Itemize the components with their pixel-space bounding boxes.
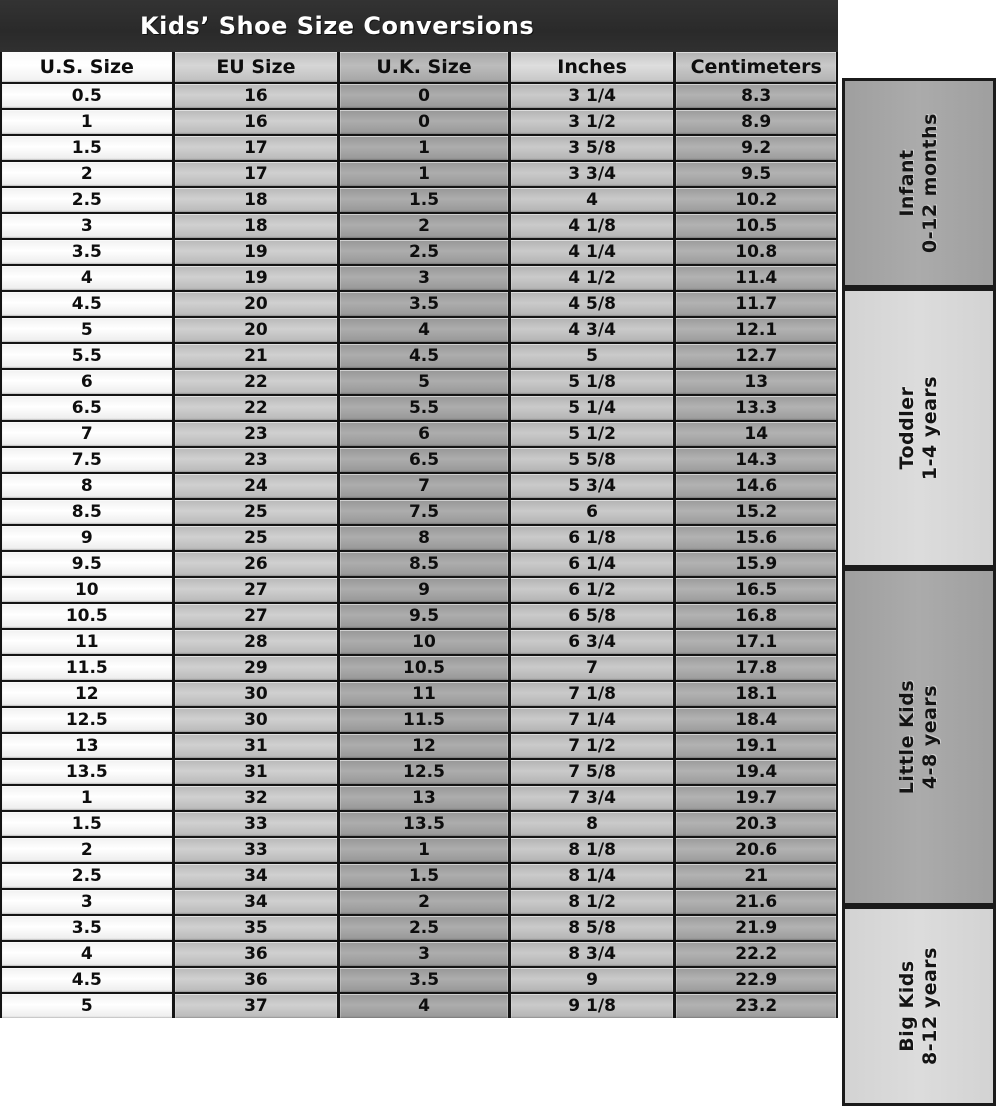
- cell-inches: 5 3/4: [508, 474, 674, 498]
- cell-eu: 37: [172, 994, 338, 1018]
- table-body: [2, 82, 836, 1018]
- cell-eu: 20: [172, 318, 338, 342]
- table-row: [2, 810, 836, 836]
- cell-eu: 18: [172, 188, 338, 212]
- cell-uk: 1: [337, 136, 508, 160]
- cell-inches: 4 1/2: [508, 266, 674, 290]
- table-row: [2, 732, 836, 758]
- cell-us: 3: [2, 214, 172, 238]
- table-row: [2, 316, 836, 342]
- table-row: [2, 758, 836, 784]
- cell-eu: 23: [172, 448, 338, 472]
- cell-eu: 35: [172, 916, 338, 940]
- cell-eu: 20: [172, 292, 338, 316]
- cell-inches: 7 5/8: [508, 760, 674, 784]
- cell-eu: 19: [172, 240, 338, 264]
- cell-cm: 18.4: [673, 708, 836, 732]
- cell-eu: 36: [172, 968, 338, 992]
- table-row: [2, 446, 836, 472]
- cell-uk: 7.5: [337, 500, 508, 524]
- cell-inches: 6 5/8: [508, 604, 674, 628]
- cell-uk: 1: [337, 162, 508, 186]
- cell-uk: 6.5: [337, 448, 508, 472]
- cell-inches: 8 3/4: [508, 942, 674, 966]
- cell-inches: 5 1/8: [508, 370, 674, 394]
- cell-cm: 19.7: [673, 786, 836, 810]
- cell-cm: 21.9: [673, 916, 836, 940]
- cell-us: 13: [2, 734, 172, 758]
- cell-eu: 27: [172, 604, 338, 628]
- table-row: [2, 940, 836, 966]
- cell-eu: 27: [172, 578, 338, 602]
- cell-uk: 12.5: [337, 760, 508, 784]
- cell-us: 4.5: [2, 292, 172, 316]
- cell-us: 11.5: [2, 656, 172, 680]
- cell-inches: 6 1/8: [508, 526, 674, 550]
- cell-uk: 4: [337, 994, 508, 1018]
- cell-inches: 6: [508, 500, 674, 524]
- cell-eu: 28: [172, 630, 338, 654]
- cell-uk: 9.5: [337, 604, 508, 628]
- cell-uk: 11: [337, 682, 508, 706]
- table-row: [2, 706, 836, 732]
- cell-cm: 12.7: [673, 344, 836, 368]
- cell-uk: 3.5: [337, 292, 508, 316]
- age-group-sidebar: [838, 0, 1000, 1065]
- cell-uk: 8.5: [337, 552, 508, 576]
- cell-us: 1.5: [2, 136, 172, 160]
- cell-eu: 26: [172, 552, 338, 576]
- cell-inches: 8 1/8: [508, 838, 674, 862]
- cell-uk: 7: [337, 474, 508, 498]
- cell-uk: 0: [337, 110, 508, 134]
- cell-us: 1.5: [2, 812, 172, 836]
- table-row: [2, 836, 836, 862]
- table-row: [2, 212, 836, 238]
- cell-eu: 16: [172, 110, 338, 134]
- cell-us: 2.5: [2, 188, 172, 212]
- cell-cm: 9.5: [673, 162, 836, 186]
- cell-uk: 13.5: [337, 812, 508, 836]
- cell-uk: 9: [337, 578, 508, 602]
- cell-us: 0.5: [2, 84, 172, 108]
- cell-cm: 12.1: [673, 318, 836, 342]
- cell-inches: 5: [508, 344, 674, 368]
- table-row: [2, 290, 836, 316]
- cell-inches: 4 1/4: [508, 240, 674, 264]
- cell-cm: 21: [673, 864, 836, 888]
- table-row: [2, 862, 836, 888]
- cell-inches: 3 1/4: [508, 84, 674, 108]
- chart-title: Kids’ Shoe Size Conversions: [140, 12, 535, 40]
- cell-eu: 24: [172, 474, 338, 498]
- title-band: [0, 0, 838, 52]
- table-row: [2, 342, 836, 368]
- cell-inches: 6 1/2: [508, 578, 674, 602]
- cell-cm: 19.4: [673, 760, 836, 784]
- cell-inches: 3 3/4: [508, 162, 674, 186]
- table-row: [2, 680, 836, 706]
- table-row: [2, 654, 836, 680]
- cell-us: 13.5: [2, 760, 172, 784]
- cell-uk: 13: [337, 786, 508, 810]
- age-group-label: Infant 0-12 months: [896, 113, 941, 253]
- cell-eu: 25: [172, 500, 338, 524]
- cell-eu: 31: [172, 760, 338, 784]
- table-row: [2, 550, 836, 576]
- cell-cm: 22.2: [673, 942, 836, 966]
- cell-uk: 1.5: [337, 188, 508, 212]
- table-row: [2, 576, 836, 602]
- cell-us: 10.5: [2, 604, 172, 628]
- cell-cm: 22.9: [673, 968, 836, 992]
- table-row: [2, 472, 836, 498]
- cell-eu: 34: [172, 890, 338, 914]
- cell-cm: 21.6: [673, 890, 836, 914]
- cell-eu: 17: [172, 162, 338, 186]
- cell-us: 9.5: [2, 552, 172, 576]
- cell-cm: 10.2: [673, 188, 836, 212]
- cell-cm: 16.5: [673, 578, 836, 602]
- cell-us: 5: [2, 994, 172, 1018]
- cell-cm: 13.3: [673, 396, 836, 420]
- cell-inches: 3 5/8: [508, 136, 674, 160]
- column-header-cm: Centimeters: [673, 52, 836, 82]
- cell-uk: 3: [337, 266, 508, 290]
- table-row: [2, 888, 836, 914]
- cell-us: 4: [2, 942, 172, 966]
- cell-eu: 33: [172, 838, 338, 862]
- cell-uk: 2: [337, 214, 508, 238]
- cell-us: 1: [2, 786, 172, 810]
- table-row: [2, 368, 836, 394]
- cell-eu: 16: [172, 84, 338, 108]
- cell-inches: 6 3/4: [508, 630, 674, 654]
- cell-inches: 7 3/4: [508, 786, 674, 810]
- cell-cm: 20.3: [673, 812, 836, 836]
- cell-us: 6: [2, 370, 172, 394]
- cell-uk: 2.5: [337, 240, 508, 264]
- column-header-uk: U.K. Size: [337, 52, 508, 82]
- cell-eu: 29: [172, 656, 338, 680]
- table-row: [2, 992, 836, 1018]
- cell-uk: 2.5: [337, 916, 508, 940]
- table-row: [2, 914, 836, 940]
- cell-us: 10: [2, 578, 172, 602]
- age-group-little-kids: [842, 568, 996, 906]
- cell-inches: 5 1/4: [508, 396, 674, 420]
- table-row: [2, 966, 836, 992]
- cell-us: 8.5: [2, 500, 172, 524]
- cell-eu: 18: [172, 214, 338, 238]
- cell-inches: 9: [508, 968, 674, 992]
- cell-cm: 14.6: [673, 474, 836, 498]
- table-row: [2, 82, 836, 108]
- cell-us: 11: [2, 630, 172, 654]
- cell-cm: 11.4: [673, 266, 836, 290]
- table-row: [2, 420, 836, 446]
- table-row: [2, 238, 836, 264]
- column-header-us: U.S. Size: [2, 52, 172, 82]
- cell-uk: 4.5: [337, 344, 508, 368]
- cell-inches: 5 1/2: [508, 422, 674, 446]
- cell-uk: 5: [337, 370, 508, 394]
- cell-inches: 5 5/8: [508, 448, 674, 472]
- cell-uk: 4: [337, 318, 508, 342]
- table-row: [2, 160, 836, 186]
- age-group-big-kids: [842, 906, 996, 1106]
- cell-cm: 19.1: [673, 734, 836, 758]
- cell-uk: 3: [337, 942, 508, 966]
- age-group-toddler: [842, 288, 996, 568]
- table-row: [2, 108, 836, 134]
- cell-us: 7: [2, 422, 172, 446]
- header-row: [2, 52, 836, 82]
- cell-eu: 30: [172, 708, 338, 732]
- cell-uk: 10.5: [337, 656, 508, 680]
- cell-uk: 10: [337, 630, 508, 654]
- cell-cm: 14.3: [673, 448, 836, 472]
- cell-inches: 4 1/8: [508, 214, 674, 238]
- cell-inches: 7 1/4: [508, 708, 674, 732]
- table-row: [2, 628, 836, 654]
- cell-inches: 7 1/8: [508, 682, 674, 706]
- cell-eu: 36: [172, 942, 338, 966]
- cell-us: 3.5: [2, 240, 172, 264]
- cell-inches: 6 1/4: [508, 552, 674, 576]
- cell-cm: 17.1: [673, 630, 836, 654]
- cell-us: 3.5: [2, 916, 172, 940]
- cell-uk: 5.5: [337, 396, 508, 420]
- cell-eu: 30: [172, 682, 338, 706]
- cell-inches: 8 5/8: [508, 916, 674, 940]
- age-group-label: Big Kids 8-12 years: [896, 947, 941, 1065]
- cell-inches: 7 1/2: [508, 734, 674, 758]
- cell-eu: 22: [172, 370, 338, 394]
- cell-inches: 3 1/2: [508, 110, 674, 134]
- cell-eu: 22: [172, 396, 338, 420]
- cell-us: 8: [2, 474, 172, 498]
- cell-eu: 25: [172, 526, 338, 550]
- cell-us: 2.5: [2, 864, 172, 888]
- cell-cm: 10.5: [673, 214, 836, 238]
- cell-uk: 11.5: [337, 708, 508, 732]
- cell-cm: 9.2: [673, 136, 836, 160]
- cell-eu: 32: [172, 786, 338, 810]
- cell-cm: 23.2: [673, 994, 836, 1018]
- column-header-inches: Inches: [508, 52, 674, 82]
- cell-cm: 8.3: [673, 84, 836, 108]
- cell-uk: 2: [337, 890, 508, 914]
- cell-uk: 6: [337, 422, 508, 446]
- cell-cm: 15.2: [673, 500, 836, 524]
- table-row: [2, 498, 836, 524]
- table-row: [2, 524, 836, 550]
- age-group-label: Toddler 1-4 years: [896, 375, 941, 481]
- age-group-label: Little Kids 4-8 years: [895, 679, 941, 795]
- cell-us: 5: [2, 318, 172, 342]
- cell-us: 4.5: [2, 968, 172, 992]
- cell-us: 12.5: [2, 708, 172, 732]
- cell-us: 4: [2, 266, 172, 290]
- cell-us: 7.5: [2, 448, 172, 472]
- cell-eu: 33: [172, 812, 338, 836]
- cell-cm: 13: [673, 370, 836, 394]
- cell-cm: 10.8: [673, 240, 836, 264]
- cell-us: 5.5: [2, 344, 172, 368]
- cell-uk: 3.5: [337, 968, 508, 992]
- cell-cm: 16.8: [673, 604, 836, 628]
- table-row: [2, 602, 836, 628]
- cell-uk: 12: [337, 734, 508, 758]
- cell-eu: 19: [172, 266, 338, 290]
- table-row: [2, 264, 836, 290]
- cell-eu: 21: [172, 344, 338, 368]
- cell-eu: 17: [172, 136, 338, 160]
- cell-inches: 8 1/2: [508, 890, 674, 914]
- cell-uk: 0: [337, 84, 508, 108]
- cell-eu: 23: [172, 422, 338, 446]
- cell-cm: 11.7: [673, 292, 836, 316]
- cell-us: 2: [2, 162, 172, 186]
- cell-cm: 18.1: [673, 682, 836, 706]
- cell-inches: 8: [508, 812, 674, 836]
- cell-us: 3: [2, 890, 172, 914]
- cell-cm: 20.6: [673, 838, 836, 862]
- cell-inches: 7: [508, 656, 674, 680]
- conversion-table: [0, 52, 838, 1018]
- cell-uk: 1: [337, 838, 508, 862]
- table-row: [2, 394, 836, 420]
- cell-eu: 31: [172, 734, 338, 758]
- table-row: [2, 186, 836, 212]
- cell-cm: 8.9: [673, 110, 836, 134]
- cell-eu: 34: [172, 864, 338, 888]
- cell-uk: 8: [337, 526, 508, 550]
- table-row: [2, 784, 836, 810]
- table-row: [2, 134, 836, 160]
- cell-cm: 14: [673, 422, 836, 446]
- column-header-eu: EU Size: [172, 52, 338, 82]
- cell-us: 1: [2, 110, 172, 134]
- age-group-infant: [842, 78, 996, 288]
- cell-cm: 15.6: [673, 526, 836, 550]
- cell-uk: 1.5: [337, 864, 508, 888]
- cell-us: 6.5: [2, 396, 172, 420]
- cell-inches: 9 1/8: [508, 994, 674, 1018]
- cell-inches: 4 3/4: [508, 318, 674, 342]
- cell-cm: 17.8: [673, 656, 836, 680]
- cell-inches: 8 1/4: [508, 864, 674, 888]
- cell-us: 9: [2, 526, 172, 550]
- cell-cm: 15.9: [673, 552, 836, 576]
- cell-us: 2: [2, 838, 172, 862]
- cell-inches: 4 5/8: [508, 292, 674, 316]
- cell-us: 12: [2, 682, 172, 706]
- cell-inches: 4: [508, 188, 674, 212]
